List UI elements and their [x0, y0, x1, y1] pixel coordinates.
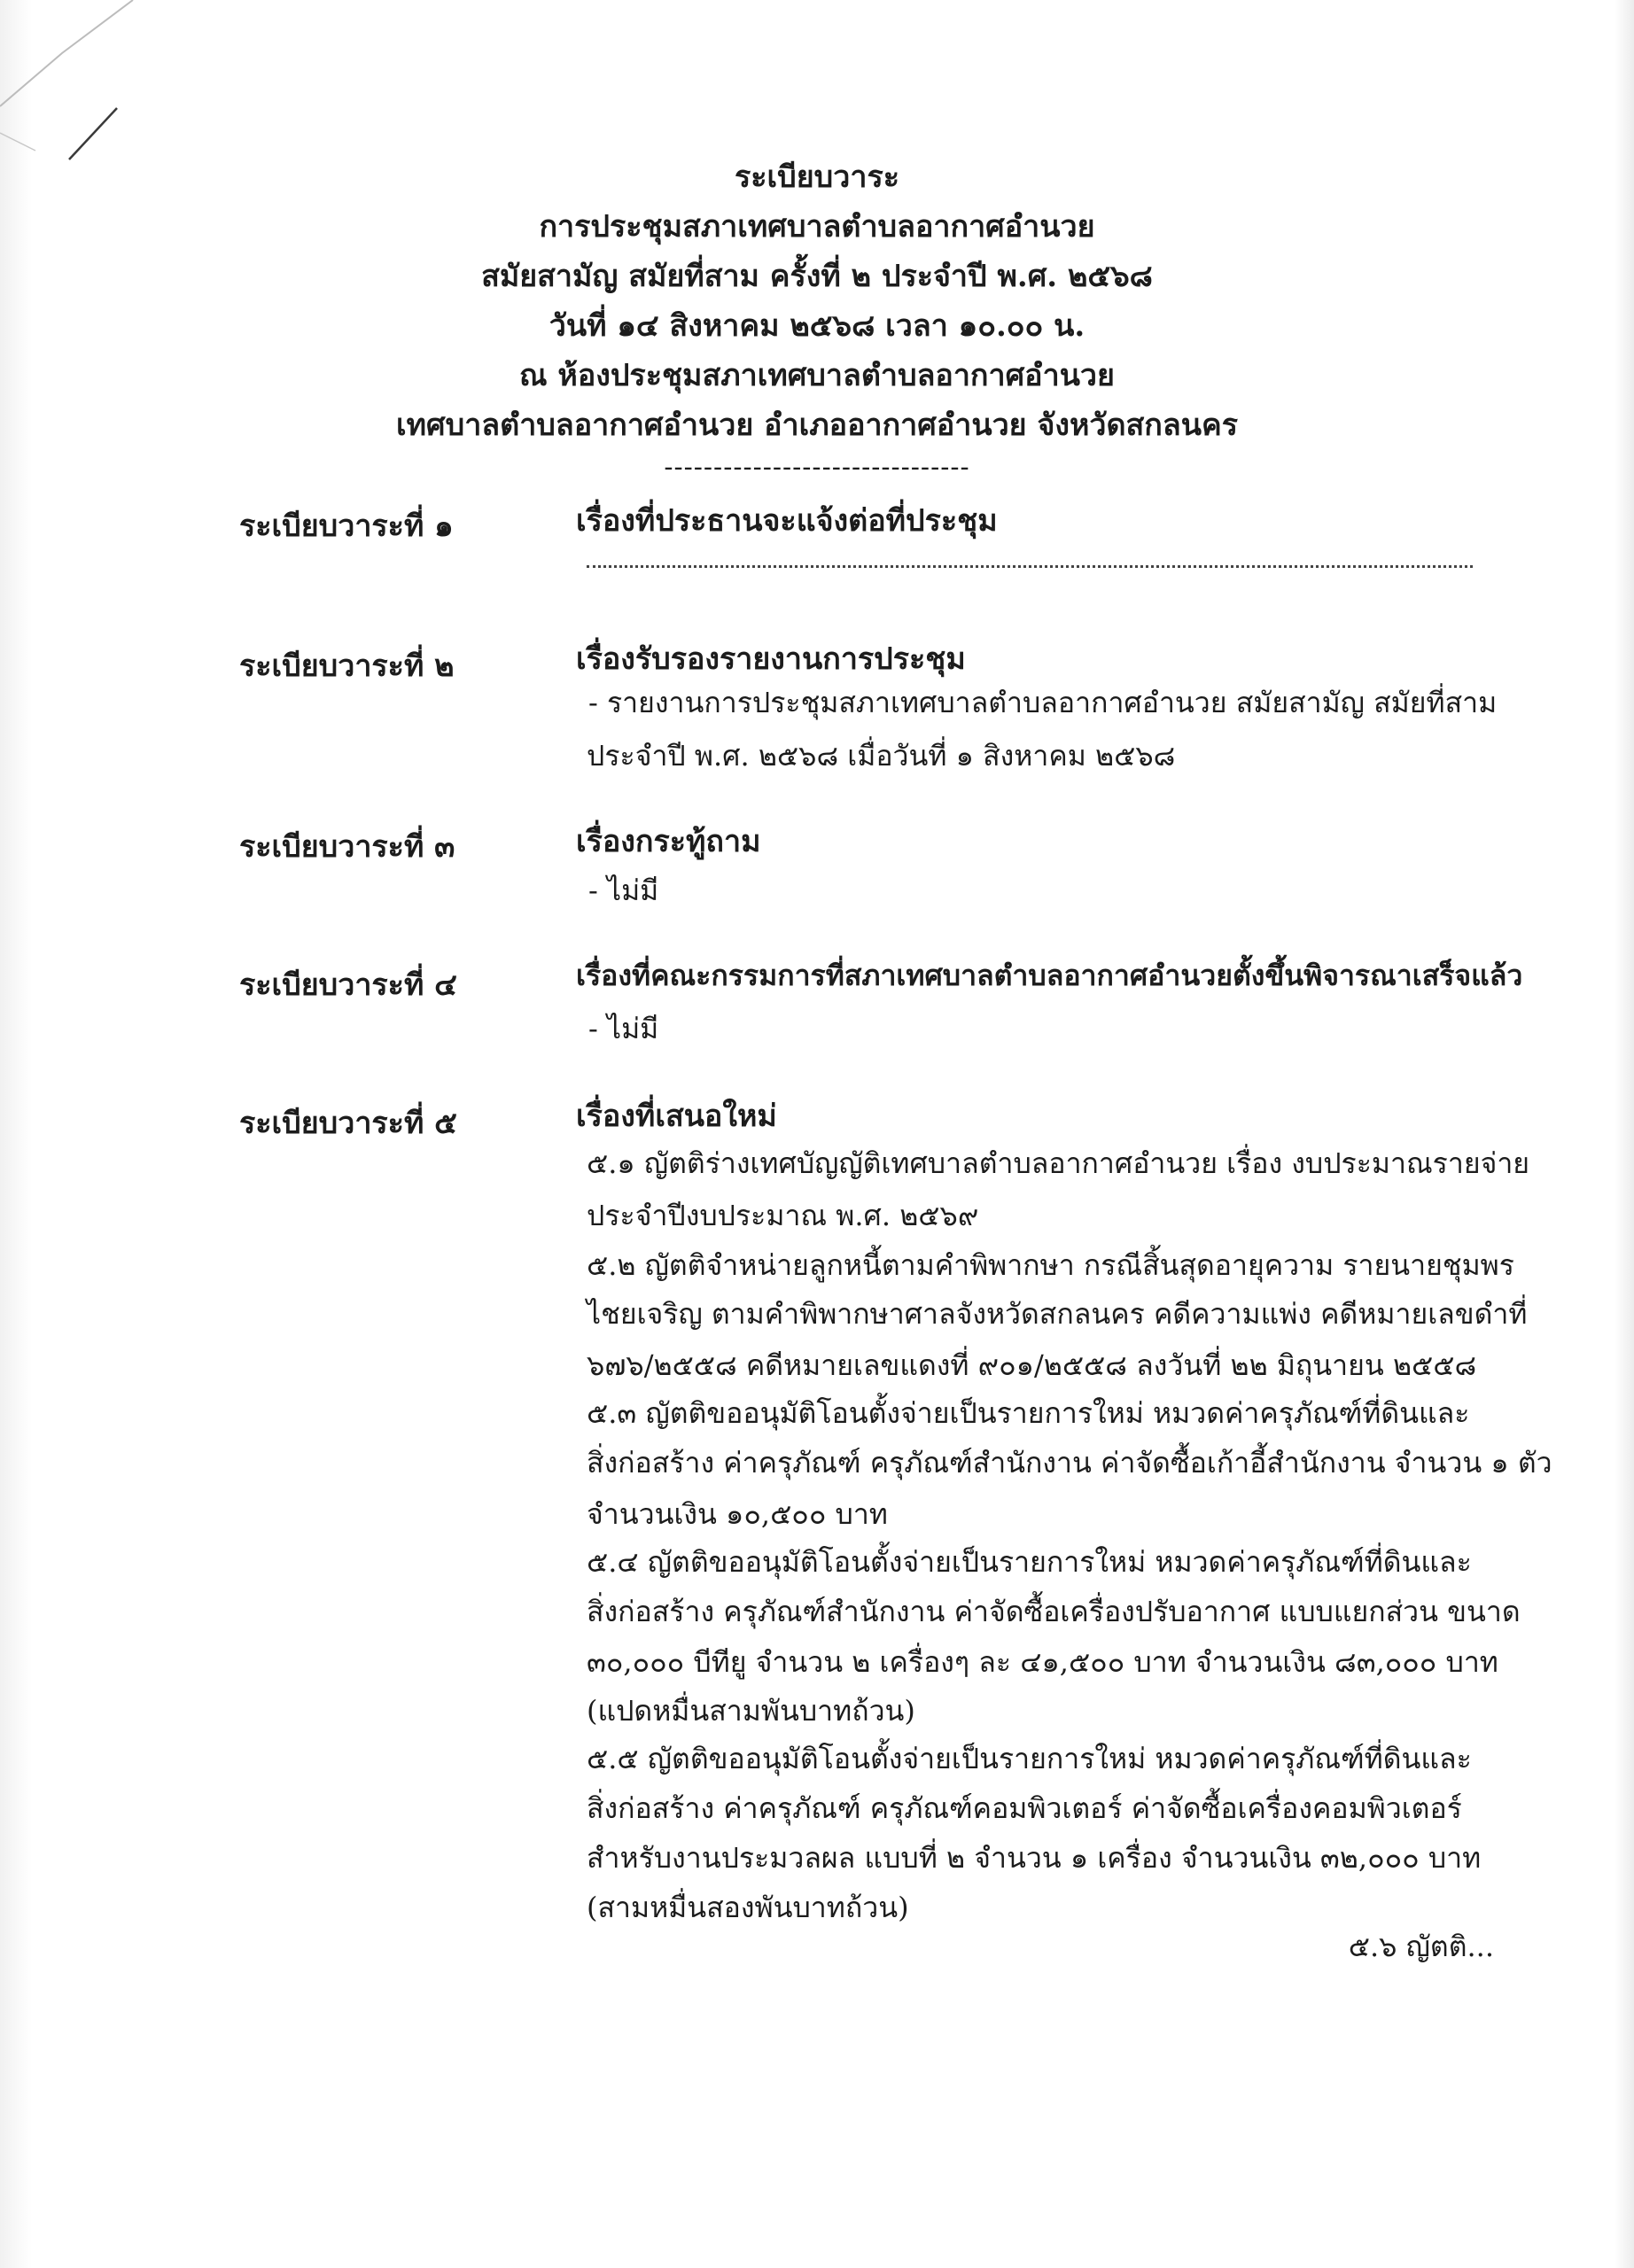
session-line: สมัยสามัญ สมัยที่สาม ครั้งที่ ๒ ประจำปี พ.ศ. ๒๕๖๘	[481, 259, 1153, 294]
agenda-5-line-10: สิ่งก่อสร้าง ครุภัณฑ์สำนักงาน ค่าจัดซื้อเครื่องปรับอากาศ แบบแยกส่วน ขนาด	[587, 1595, 1521, 1628]
agenda-5-line-7: สิ่งก่อสร้าง ค่าครุภัณฑ์ ครุภัณฑ์สำนักงาน ค่าจัดซื้อเก้าอี้สำนักงาน จำนวน ๑ ตัว	[587, 1446, 1552, 1480]
agenda-5-line-5: ๖๗๖/๒๕๕๘ คดีหมายเลขแดงที่ ๙๐๑/๒๕๕๘ ลงวันที่ ๒๒ มิถุนายน ๒๕๕๘	[587, 1348, 1477, 1382]
agenda-5-line-14: สิ่งก่อสร้าง ค่าครุภัณฑ์ ครุภัณฑ์คอมพิวเตอร์ ค่าจัดซื้อเครื่องคอมพิวเตอร์	[587, 1791, 1462, 1825]
agenda-5-line-1: ๕.๑ ญัตติร่างเทศบัญญัติเทศบาลตำบลอากาศอำนวย เรื่อง งบประมาณรายจ่าย	[587, 1146, 1530, 1180]
location-line: เทศบาลตำบลอากาศอำนวย อำเภออากาศอำนวย จังหวัดสกลนคร	[396, 408, 1238, 443]
agenda-5-line-12: (แปดหมื่นสามพันบาทถ้วน)	[587, 1694, 915, 1728]
document-header	[0, 152, 1634, 485]
header-rule: -------------------------------	[664, 452, 970, 483]
date-time-line: วันที่ ๑๔ สิงหาคม ๒๕๖๘ เวลา ๑๐.๐๐ น.	[549, 308, 1085, 344]
agenda-4-line-1: - ไม่มี	[588, 1012, 659, 1045]
agenda-2-topic: เรื่องรับรองรายงานการประชุม	[576, 641, 966, 677]
agenda-3-topic: เรื่องกระทู้ถาม	[576, 824, 761, 859]
scan-corner-mark	[0, 0, 204, 177]
agenda-2-label: ระเบียบวาระที่ ๒	[239, 649, 455, 684]
agenda-5-line-8: จำนวนเงิน ๑๐,๕๐๐ บาท	[587, 1497, 888, 1531]
agenda-3-line-1: - ไม่มี	[588, 874, 659, 907]
agenda-5-line-9: ๕.๔ ญัตติขออนุมัติโอนตั้งจ่ายเป็นรายการใหม่ หมวดค่าครุภัณฑ์ที่ดินและ	[587, 1545, 1472, 1579]
agenda-2-line-2: ประจำปี พ.ศ. ๒๕๖๘ เมื่อวันที่ ๑ สิงหาคม ๒๕๖๘	[587, 739, 1176, 773]
agenda-5-line-2: ประจำปีงบประมาณ พ.ศ. ๒๕๖๙	[587, 1199, 979, 1232]
agenda-5-line-6: ๕.๓ ญัตติขออนุมัติโอนตั้งจ่ายเป็นรายการใหม่ หมวดค่าครุภัณฑ์ที่ดินและ	[587, 1396, 1470, 1430]
dotted-fill-line	[587, 556, 1473, 568]
document-title: ระเบียบวาระ	[735, 159, 899, 195]
agenda-5-topic: เรื่องที่เสนอใหม่	[576, 1099, 777, 1134]
agenda-5-label: ระเบียบวาระที่ ๕	[239, 1106, 457, 1141]
agenda-5-line-11: ๓๐,๐๐๐ บีทียู จำนวน ๒ เครื่องๆ ละ ๔๑,๕๐๐ บาท จำนวนเงิน ๘๓,๐๐๐ บาท	[587, 1645, 1498, 1679]
agenda-2-line-1: - รายงานการประชุมสภาเทศบาลตำบลอากาศอำนวย สมัยสามัญ สมัยที่สาม	[588, 686, 1498, 719]
agenda-5-line-3: ๕.๒ ญัตติจำหน่ายลูกหนี้ตามคำพิพากษา กรณีสิ้นสุดอายุความ รายนายชุมพร	[587, 1248, 1514, 1282]
agenda-1-label: ระเบียบวาระที่ ๑	[239, 509, 454, 544]
agenda-5-line-4: ไชยเจริญ ตามคำพิพากษาศาลจังหวัดสกลนคร คดีความแพ่ง คดีหมายเลขดำที่	[587, 1297, 1528, 1331]
continuation-note: ๕.๖ ญัตติ...	[1348, 1930, 1494, 1963]
agenda-5-line-15: สำหรับงานประมวลผล แบบที่ ๒ จำนวน ๑ เครื่อง จำนวนเงิน ๓๒,๐๐๐ บาท	[587, 1841, 1482, 1875]
venue-line: ณ ห้องประชุมสภาเทศบาลตำบลอากาศอำนวย	[519, 358, 1115, 393]
agenda-5-line-16: (สามหมื่นสองพันบาทถ้วน)	[587, 1891, 909, 1924]
agenda-4-topic: เรื่องที่คณะกรรมการที่สภาเทศบาลตำบลอากาศอำนวยตั้งขึ้นพิจารณาเสร็จแล้ว	[576, 959, 1523, 992]
agenda-3-label: ระเบียบวาระที่ ๓	[239, 829, 455, 865]
agenda-4-label: ระเบียบวาระที่ ๔	[239, 967, 457, 1003]
agenda-5-line-13: ๕.๕ ญัตติขออนุมัติโอนตั้งจ่ายเป็นรายการใหม่ หมวดค่าครุภัณฑ์ที่ดินและ	[587, 1742, 1472, 1775]
meeting-name: การประชุมสภาเทศบาลตำบลอากาศอำนวย	[539, 209, 1095, 245]
agenda-1-topic: เรื่องที่ประธานจะแจ้งต่อที่ประชุม	[576, 503, 998, 539]
